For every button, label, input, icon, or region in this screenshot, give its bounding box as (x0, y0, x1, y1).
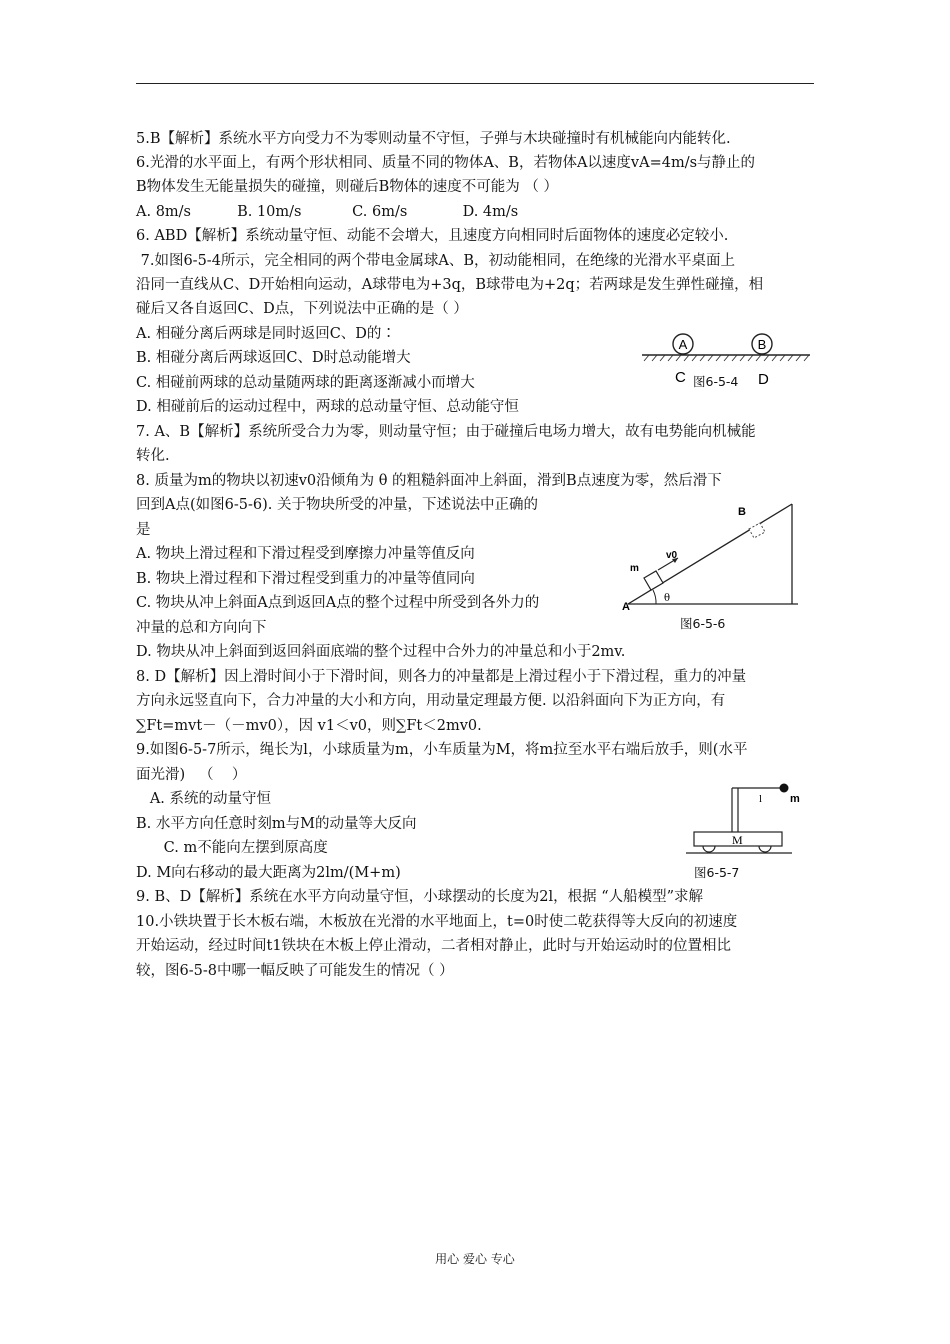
text-line: B. 相碰分离后两球返回C、D时总动能增大 (136, 350, 411, 366)
svg-text:B: B (757, 337, 767, 352)
text-line: B. 物块上滑过程和下滑过程受到重力的冲量等值同向 (136, 571, 475, 587)
text-line: 碰后又各自返回C、D点，下列说法中正确的是（ ） (136, 301, 468, 317)
label-c: C (675, 369, 686, 386)
ball-a (673, 334, 693, 354)
figure-caption: 图6-5-7 (694, 865, 740, 880)
text-line: 8. D【解析】因上滑时间小于下滑时间，则各力的冲量都是上滑过程小于下滑过程，重力的冲量 (136, 669, 747, 685)
text-line: B物体发生无能量损失的碰撞，则碰后B物体的速度不可能为 （ ） (136, 179, 559, 195)
text-line: D. M向右移动的最大距离为2lm/(M+m) (136, 865, 401, 881)
text-line: 9. B、D【解析】系统在水平方向动量守恒，小球摆动的长度为2l，根据 “人船模型”求解 (136, 889, 704, 905)
label-d: D (758, 371, 769, 388)
text-line: 转化. (136, 448, 170, 464)
text-line: 10.小铁块置于长木板右端，木板放在光滑的水平地面上，t=0时使二乾获得等大反向的初速度 (136, 914, 738, 930)
svg-text:A: A (678, 337, 688, 352)
table-hatching (644, 355, 809, 361)
text-line: 7.如图6-5-4所示，完全相同的两个带电金属球A、B，初动能相同，在绝缘的光滑水平桌面上 (136, 253, 736, 269)
text-line: A. 8m/s B. 10m/s C. 6m/s D. 4m/s (136, 204, 519, 220)
text-line: 面光滑) （ ） (136, 767, 247, 783)
page-footer: 用心 爱心 专心 (435, 1252, 515, 1266)
label-m: m (630, 563, 639, 574)
text-line: C. m不能向左摆到原高度 (136, 840, 328, 856)
figure-caption: 图6-5-4 (693, 374, 739, 389)
text-line: C. 物块从冲上斜面A点到返回A点的整个过程中所受到各外力的 (136, 595, 540, 611)
text-line: 方向永远竖直向下，合力冲量的大小和方向，用动量定理最方便. 以沿斜面向下为正方向，有 (136, 693, 726, 709)
text-line: 冲量的总和方向向下 (136, 620, 267, 636)
label-a: A (622, 601, 630, 613)
text-line: 回到A点(如图6-5-6). 关于物块所受的冲量，下述说法中正确的 (136, 497, 538, 513)
ball-b (752, 334, 772, 354)
block-m (644, 571, 663, 590)
text-line: ∑Ft=mvt－（－mv0），因 v1＜v0，则∑Ft＜2mv0. (136, 718, 482, 734)
text-line: C. 相碰前两球的总动量随两球的距离逐渐减小而增大 (136, 375, 475, 391)
text-line: 5.B【解析】系统水平方向受力不为零则动量不守恒，子弹与木块碰撞时有机械能向内能转化. (136, 131, 731, 147)
text-line: 9.如图6-5-7所示，绳长为l，小球质量为m，小车质量为M，将m拉至水平右端后放手，则(水平 (136, 742, 748, 758)
wheel (759, 846, 771, 852)
label-l: l (759, 793, 763, 805)
figure-6-5-7 (684, 780, 814, 884)
label-M: M (732, 833, 743, 847)
text-line: 沿同一直线从C、D开始相向运动，A球带电为+3q，B球带电为+2q；若两球是发生弹性碰撞，相 (136, 277, 764, 293)
text-line: D. 相碰前后的运动过程中，两球的总动量守恒、总动能守恒 (136, 399, 519, 415)
text-line: 7. A、B【解析】系统所受合力为零，则动量守恒；由于碰撞后电场力增大，故有电势能向机械能 (136, 424, 756, 440)
wheel (703, 846, 715, 852)
figure-6-5-6 (618, 496, 808, 636)
text-line: 较，图6-5-8中哪一幅反映了可能发生的情况（ ） (136, 963, 454, 979)
ball-m (780, 784, 789, 793)
header-rule (136, 83, 814, 84)
text-line: A. 相碰分离后两球是同时返回C、D的∶ (136, 326, 396, 342)
text-line: A. 物块上滑过程和下滑过程受到摩擦力冲量等值反向 (136, 546, 475, 562)
text-line: 是 (136, 522, 151, 538)
text-line: 开始运动，经过时间t1铁块在木板上停止滑动，二者相对静止，此时与开始运动时的位置相比 (136, 938, 732, 954)
text-line: B. 水平方向任意时刻m与M的动量等大反向 (136, 816, 417, 832)
text-line: D. 物块从冲上斜面到返回斜面底端的整个过程中合外力的冲量总和小于2mv. (136, 644, 626, 660)
block-at-b (749, 523, 765, 538)
text-line: 6. ABD【解析】系统动量守恒、动能不会增大，且速度方向相同时后面物体的速度必定较小. (136, 228, 729, 244)
label-b: B (738, 506, 746, 518)
figure-6-5-4 (638, 330, 816, 392)
text-line: A. 系统的动量守恒 (136, 791, 272, 807)
angle-arc (653, 590, 656, 604)
label-theta: θ (664, 593, 671, 604)
figure-caption: 图6-5-6 (680, 616, 726, 631)
label-v0: v0 (666, 550, 678, 561)
text-line: 8. 质量为m的物块以初速v0沿倾角为 θ 的粗糙斜面冲上斜面，滑到B点速度为零，然后滑下 (136, 473, 722, 489)
label-m: m (790, 793, 800, 805)
text-line: 6.光滑的水平面上，有两个形状相同、质量不同的物体A、B，若物体A以速度vA=4m/s与静止的 (136, 155, 756, 171)
